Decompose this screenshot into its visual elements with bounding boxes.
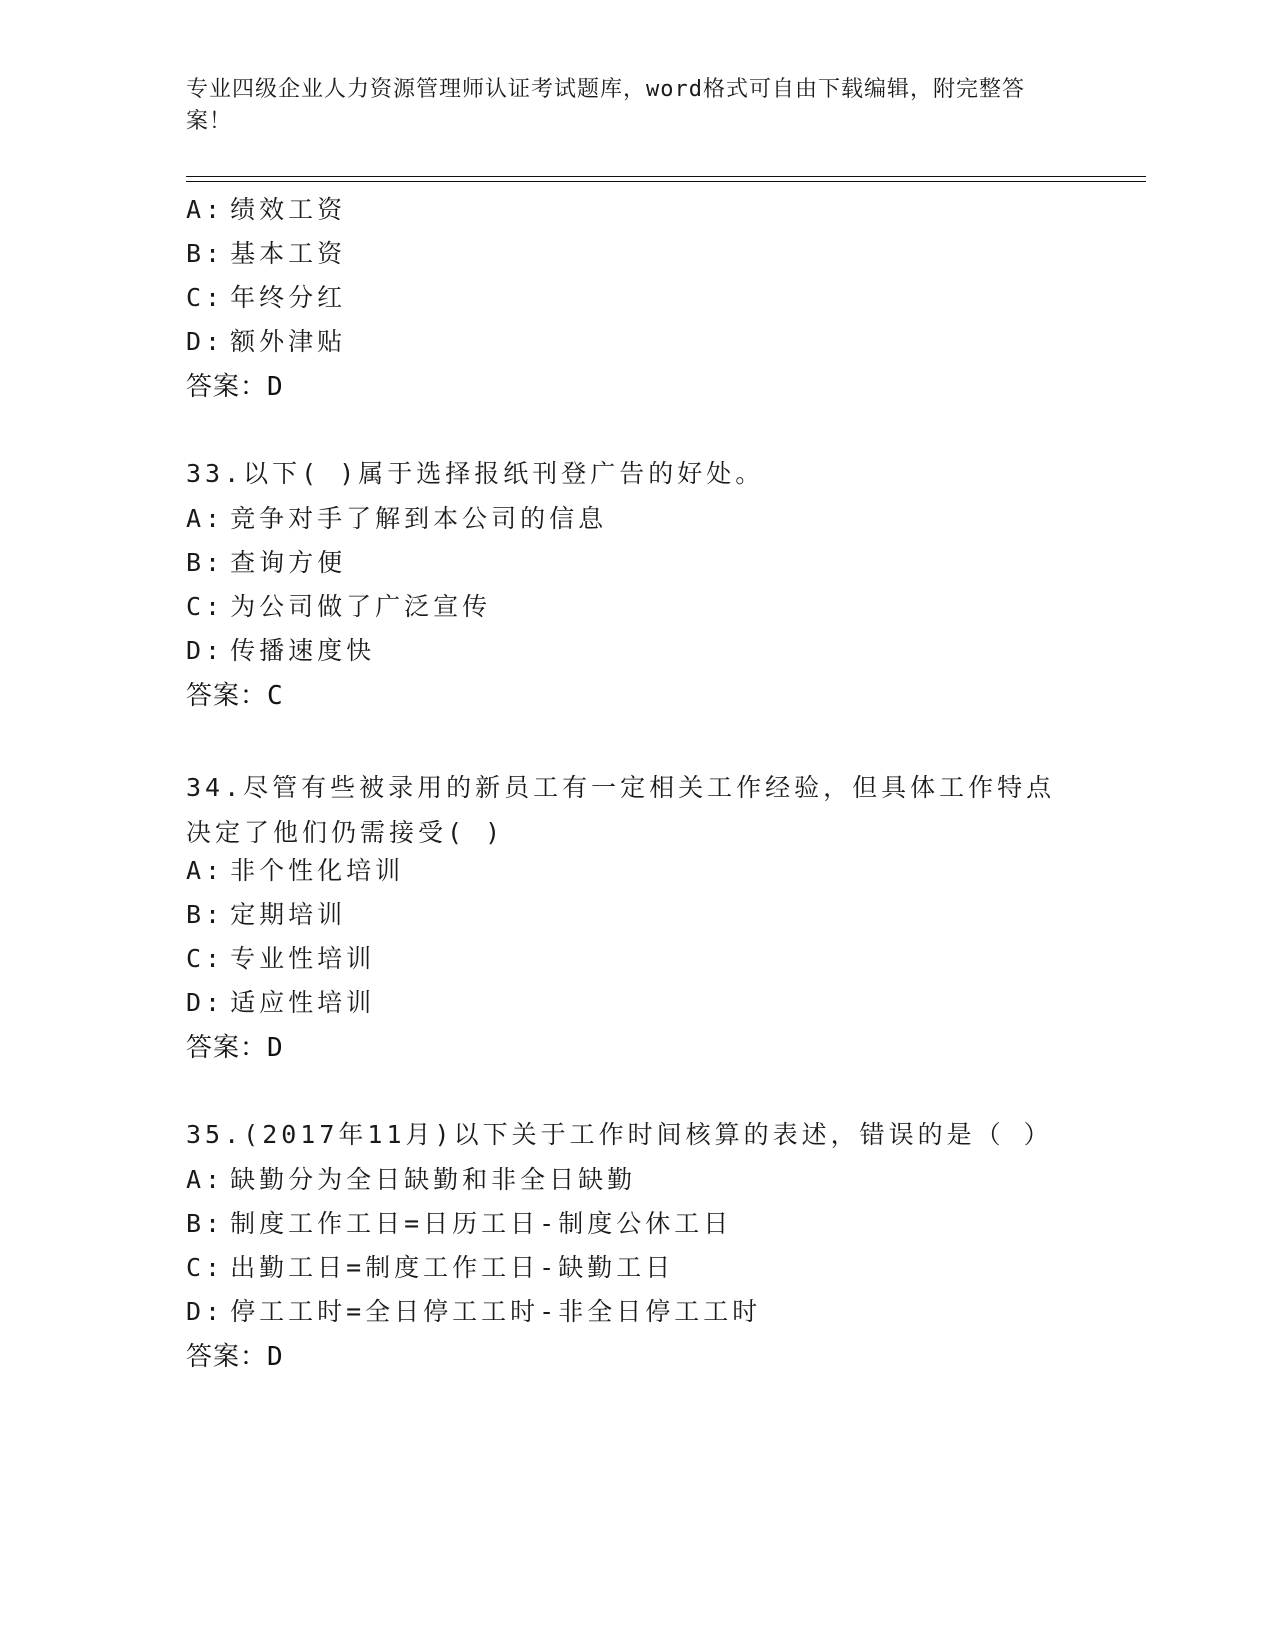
header-divider-bottom	[186, 181, 1146, 182]
q33-question: 33.以下( )属于选择报纸刊登广告的好处。	[186, 459, 765, 488]
q33-option-d: D: 传播速度快	[186, 636, 376, 665]
q35-option-c: C: 出勤工日=制度工作工日-缺勤工日	[186, 1253, 675, 1282]
q35-option-a: A: 缺勤分为全日缺勤和非全日缺勤	[186, 1165, 637, 1194]
q34-option-d: D: 适应性培训	[186, 988, 376, 1017]
document-header: 专业四级企业人力资源管理师认证考试题库，word格式可自由下载编辑，附完整答案！	[186, 77, 1025, 134]
q34-option-b: B: 定期培训	[186, 900, 347, 929]
q34-question: 34.尽管有些被录用的新员工有一定相关工作经验，但具体工作特点决定了他们仍需接受( )	[186, 773, 1056, 847]
q32-answer: 答案：D	[186, 372, 284, 402]
q35-question: 35.(2017年11月)以下关于工作时间核算的表述，错误的是（ ）	[186, 1120, 1053, 1149]
q33-option-a: A: 竞争对手了解到本公司的信息	[186, 504, 608, 533]
q35-option-b: B: 制度工作工日=日历工日-制度公休工日	[186, 1209, 733, 1238]
q32-option-d: D: 额外津贴	[186, 327, 347, 356]
q34-option-c: C: 专业性培训	[186, 944, 376, 973]
q35-option-d: D: 停工工时=全日停工工时-非全日停工工时	[186, 1297, 762, 1326]
q34-answer: 答案：D	[186, 1033, 284, 1063]
q32-option-c: C: 年终分红	[186, 283, 347, 312]
q33-option-c: C: 为公司做了广泛宣传	[186, 592, 492, 621]
q32-option-a: A: 绩效工资	[186, 195, 347, 224]
q33-answer: 答案：C	[186, 681, 284, 711]
q35-answer: 答案：D	[186, 1342, 284, 1372]
q32-option-b: B: 基本工资	[186, 239, 347, 268]
header-divider-top	[186, 176, 1146, 177]
q33-option-b: B: 查询方便	[186, 548, 347, 577]
q34-option-a: A: 非个性化培训	[186, 856, 405, 885]
